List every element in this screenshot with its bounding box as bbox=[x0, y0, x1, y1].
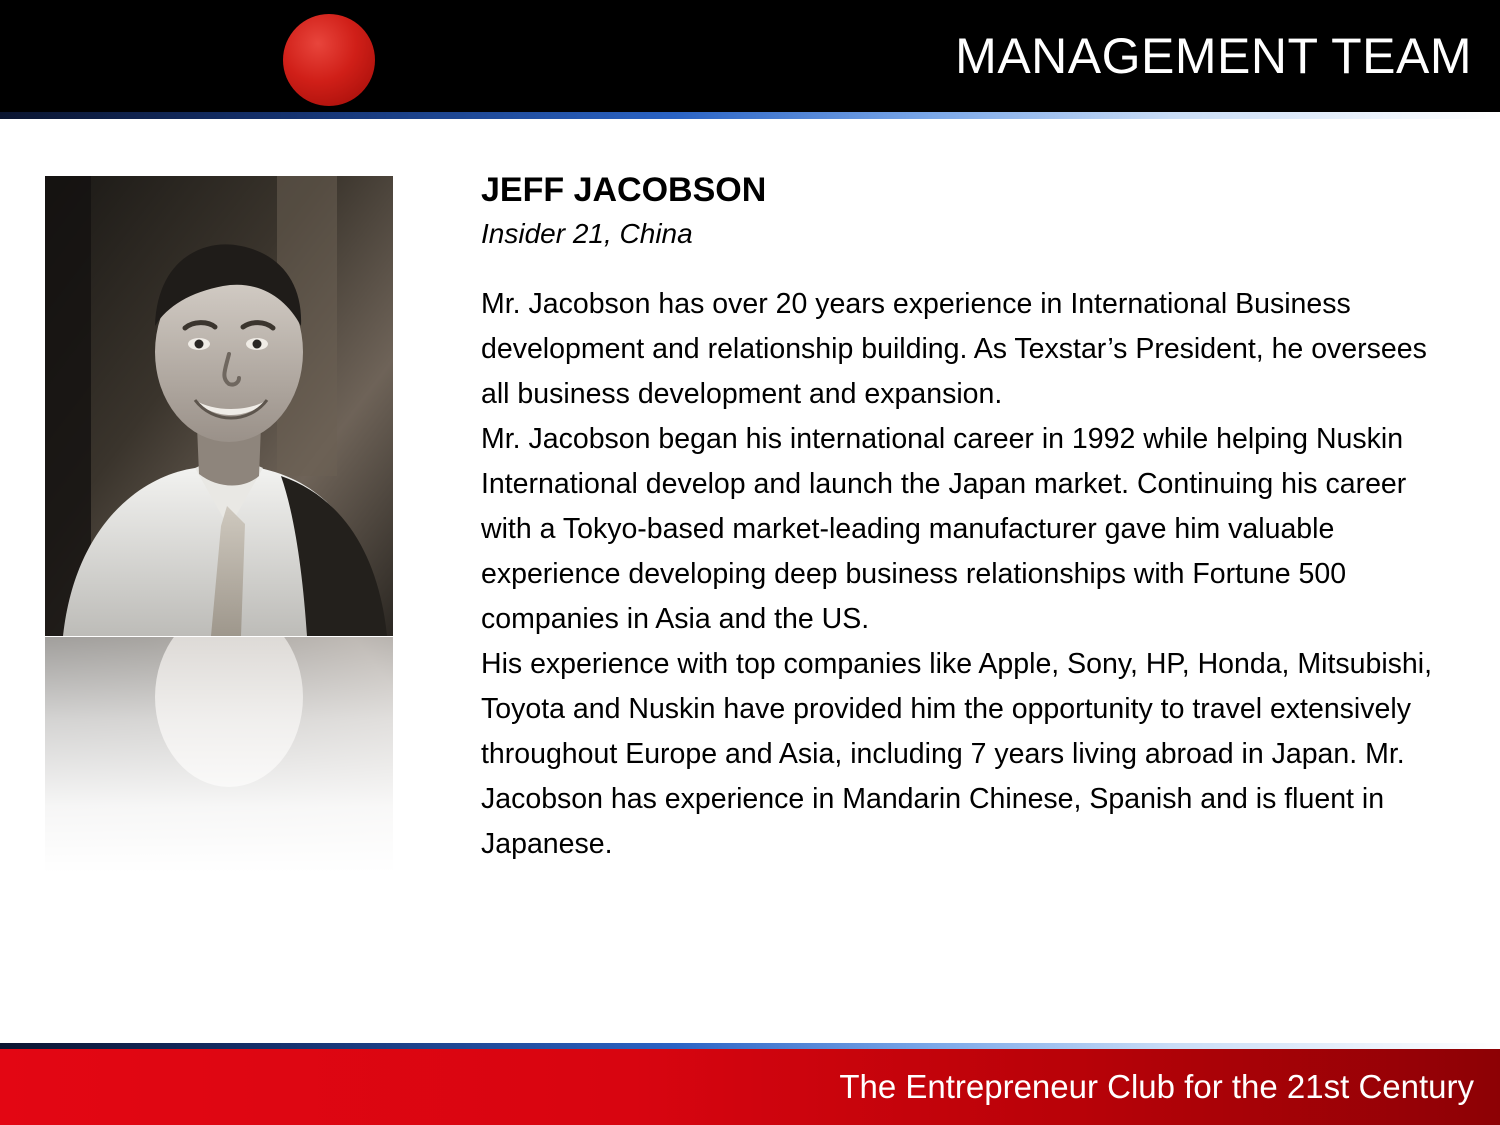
red-circle-icon bbox=[283, 14, 375, 106]
profile-text-block bbox=[481, 168, 1441, 867]
profile-role: Insider 21, China bbox=[481, 218, 693, 249]
footer-tagline: The Entrepreneur Club for the 21st Century bbox=[839, 1068, 1474, 1105]
profile-paragraph-1: Mr. Jacobson has over 20 years experience in International Business development and relationship building. As Texstar’s President, he oversees all business development and expansion. bbox=[481, 288, 1427, 410]
profile-photo-reflection bbox=[45, 637, 393, 873]
profile-photo bbox=[45, 176, 393, 636]
slide-footer bbox=[0, 1049, 1500, 1125]
page-title: MANAGEMENT TEAM bbox=[955, 28, 1472, 84]
profile-paragraph-2: Mr. Jacobson began his international career in 1992 while helping Nuskin International develop and launch the Japan market. Continuing his career with a Tokyo-based market-leading manufacturer gave him valuable experience developing deep business relationships with Fortune 500 companies in Asia and the US. bbox=[481, 423, 1407, 635]
header-divider bbox=[0, 112, 1500, 119]
portrait-illustration bbox=[45, 176, 393, 636]
profile-name: JEFF JACOBSON bbox=[481, 171, 767, 209]
slide-header bbox=[0, 0, 1500, 112]
reflection-fade bbox=[45, 637, 393, 873]
profile-paragraph-3: His experience with top companies like Apple, Sony, HP, Honda, Mitsubishi, Toyota and Nuskin have provided him the opportunity to travel extensively throughout Europe and Asia, including 7 years living abroad in Japan. Mr. Jacobson has experience in Mandarin Chinese, Spanish and is fluent in Japanese. bbox=[481, 648, 1433, 860]
profile-photo-block bbox=[45, 176, 393, 873]
